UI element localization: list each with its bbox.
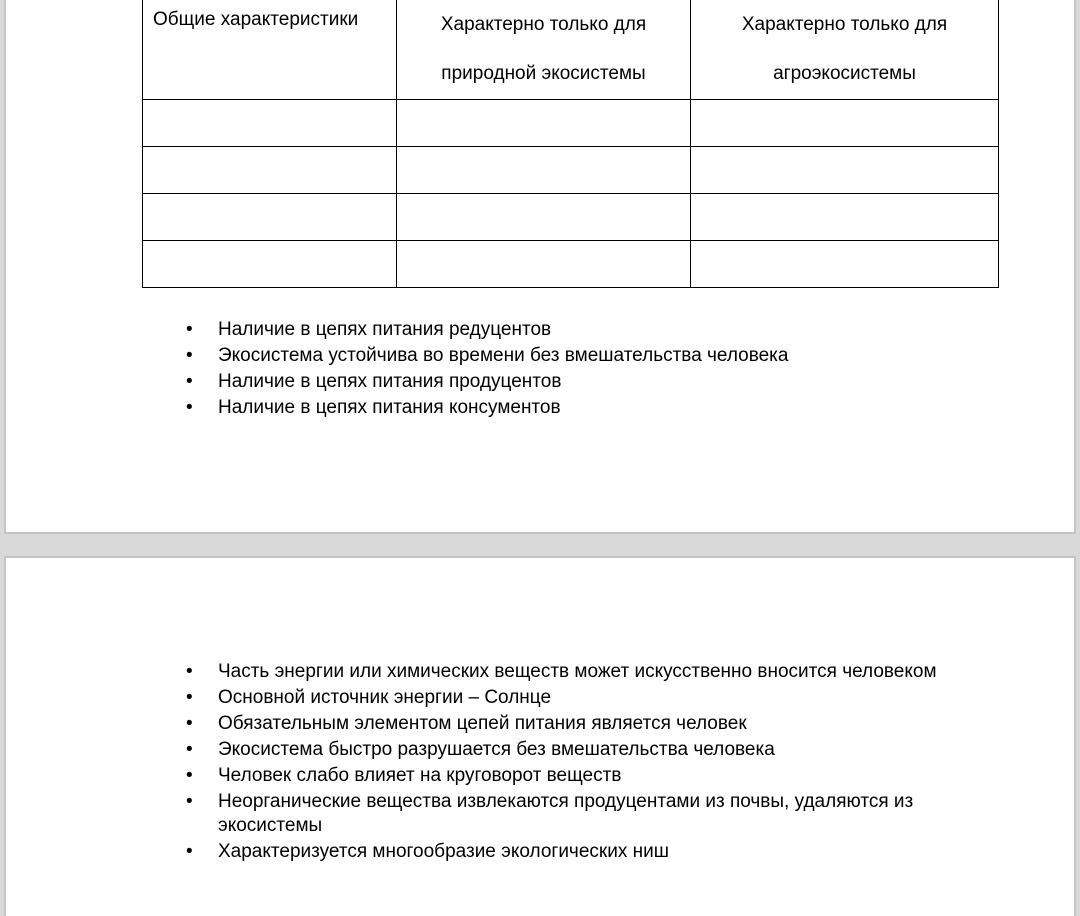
list-item: • Обязательным элементом цепей питания является человек bbox=[142, 712, 1002, 736]
header-natural-ecosystem: Характерно только для природной экосистемы bbox=[397, 0, 691, 100]
characteristics-list-1 bbox=[142, 317, 1002, 421]
table-cell bbox=[143, 147, 397, 194]
table-cell bbox=[691, 147, 999, 194]
table-cell bbox=[397, 147, 691, 194]
comparison-table bbox=[142, 0, 999, 288]
table-row bbox=[143, 147, 999, 194]
table-cell bbox=[143, 194, 397, 241]
table-cell bbox=[397, 241, 691, 288]
table-cell bbox=[691, 241, 999, 288]
table-cell bbox=[691, 194, 999, 241]
table-row bbox=[143, 194, 999, 241]
table-cell bbox=[143, 241, 397, 288]
characteristics-list-2 bbox=[142, 660, 1002, 866]
list-item: • Экосистема устойчива во времени без вмешательства человека bbox=[142, 343, 1002, 369]
header-common-characteristics: Общие характеристики bbox=[143, 0, 397, 100]
list-item: • Экосистема быстро разрушается без вмешательства человека bbox=[142, 738, 1002, 762]
list-item: • Человек слабо влияет на круговорот веществ bbox=[142, 764, 1002, 788]
table-header-row bbox=[143, 0, 999, 100]
list-item: • Характеризуется многообразие экологических ниш bbox=[142, 840, 1002, 864]
list-item: • Наличие в цепях питания консументов bbox=[142, 395, 1002, 421]
list-item: • Основной источник энергии – Солнце bbox=[142, 686, 1002, 710]
table-row bbox=[143, 100, 999, 147]
list-item: • Часть энергии или химических веществ может искусственно вносится человеком bbox=[142, 660, 1002, 684]
header-agroecosystem: Характерно только для агроэкосистемы bbox=[691, 0, 999, 100]
table-cell bbox=[143, 100, 397, 147]
list-item: • Наличие в цепях питания редуцентов bbox=[142, 317, 1002, 343]
table-cell bbox=[691, 100, 999, 147]
table-row bbox=[143, 241, 999, 288]
list-item: • Неорганические вещества извлекаются продуцентами из почвы, удаляются из экосистемы bbox=[142, 790, 1002, 838]
list-item: • Наличие в цепях питания продуцентов bbox=[142, 369, 1002, 395]
table-cell bbox=[397, 100, 691, 147]
table-cell bbox=[397, 194, 691, 241]
